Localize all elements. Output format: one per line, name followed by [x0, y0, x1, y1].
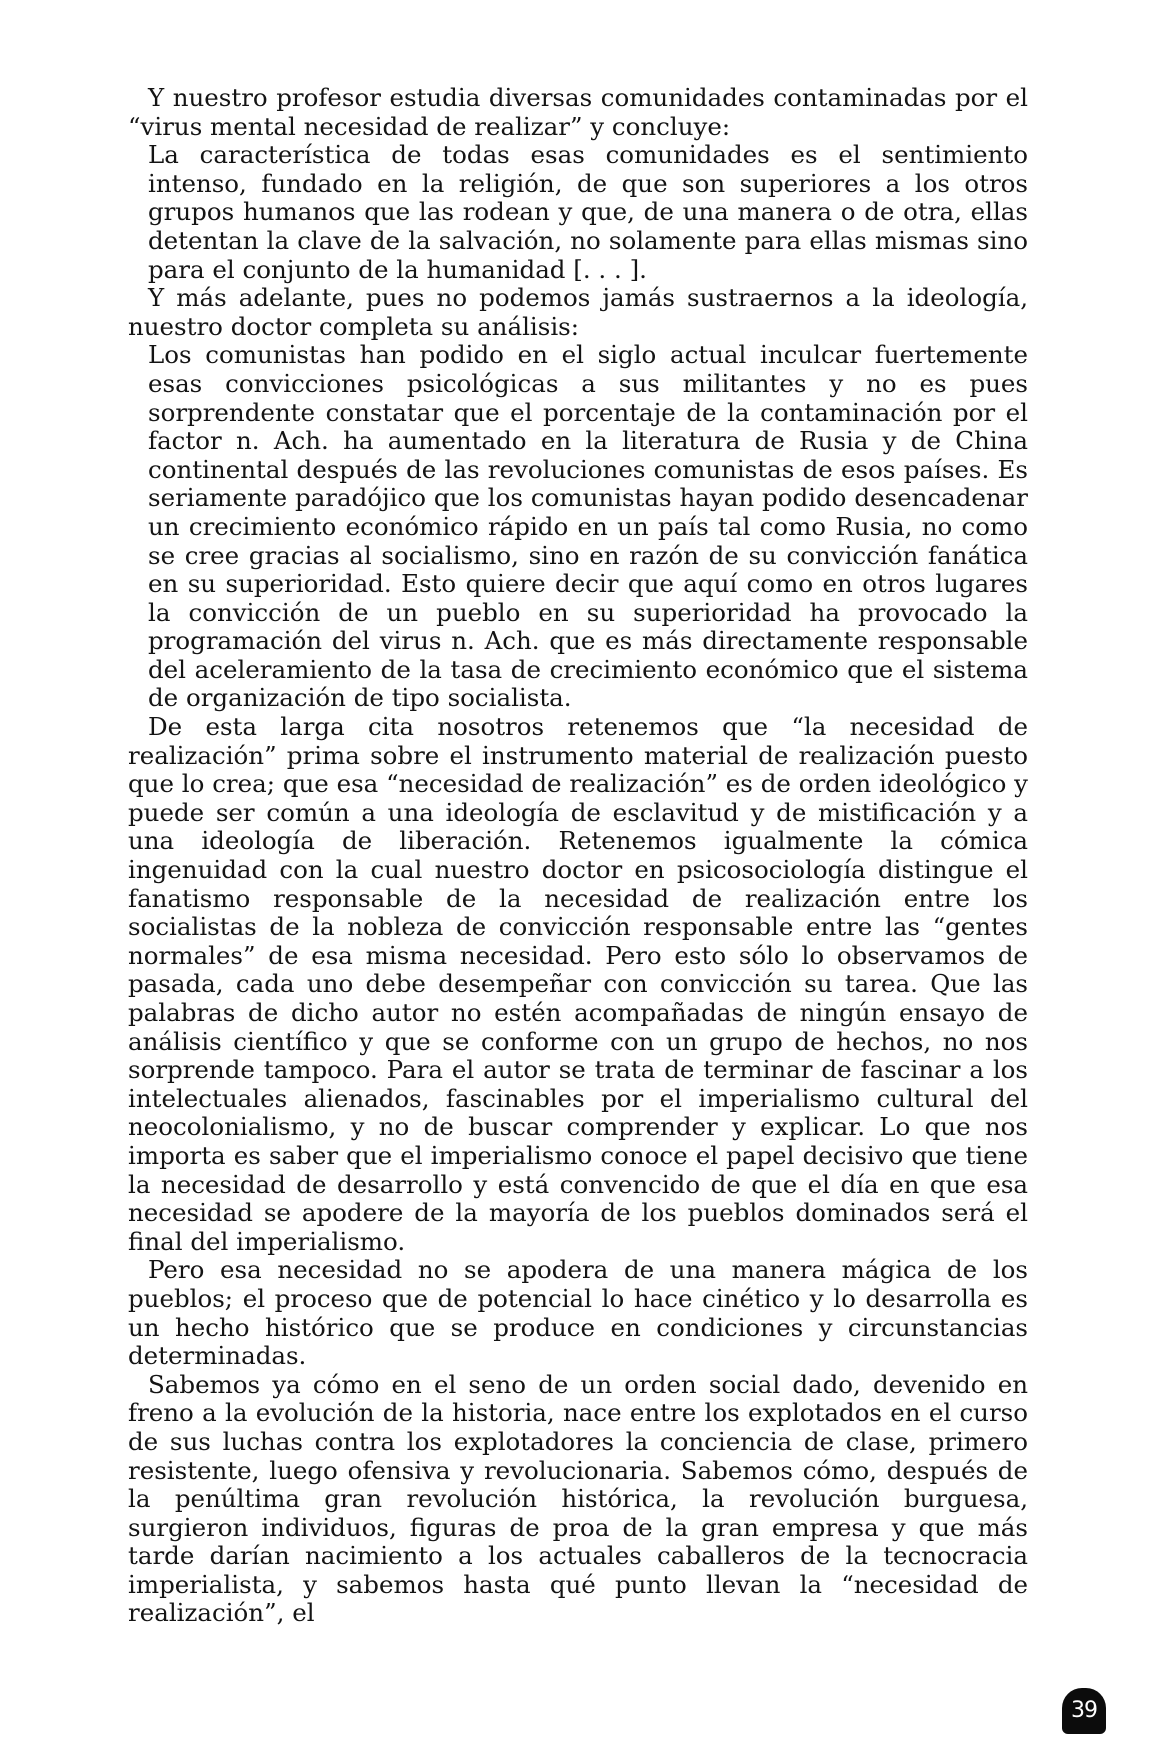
- paragraph: Y más adelante, pues no podemos jamás sustraernos a la ideología, nuestro doctor completa su análisis:: [128, 283, 1028, 341]
- paragraph: Y nuestro profesor estudia diversas comunidades contaminadas por el “virus mental necesidad de realizar” y concluye:: [128, 83, 1028, 141]
- block-quote: Los comunistas han podido en el siglo actual inculcar fuertemente esas convicciones psicológicas a sus militantes y no es pues sorprendente constatar que el porcentaje de la contaminación por el factor n. Ach. ha aumentado en la literatura de Rusia y de China continental después de las revoluciones comunistas de esos países. Es seriamente paradójico que los comunistas hayan podido desencadenar un crecimiento económico rápido en un país tal como Rusia, no como se cree gracias al socialismo, sino en razón de su convicción fanática en su superioridad. Esto quiere decir que aquí como en otros lugares la convicción de un pueblo en su superioridad ha provocado la programación del virus n. Ach. que es más directamente responsable del aceleramiento de la tasa de crecimiento económico que el sistema de organización de tipo socialista.: [148, 340, 1028, 713]
- block-quote: La característica de todas esas comunidades es el sentimiento intenso, fundado en la religión, de que son superiores a los otros grupos humanos que las rodean y que, de una manera o de otra, ellas detentan la clave de la salvación, no solamente para ellas mismas sino para el conjunto de la humanidad [. . . ].: [148, 140, 1028, 284]
- paragraph: De esta larga cita nosotros retenemos que “la necesidad de realización” prima sobre el instrumento material de realización puesto que lo crea; que esa “necesidad de realización” es de orden ideológico y puede ser común a una ideología de esclavitud y de mistificación y a una ideología de liberación. Retenemos igualmente la cómica ingenuidad con la cual nuestro doctor en psicosociología distingue el fanatismo responsable de la necesidad de realización entre los socialistas de la nobleza de convicción responsable entre las “gentes normales” de esa misma necesidad. Pero esto sólo lo observamos de pasada, cada uno debe desempeñar con convicción su tarea. Que las palabras de dicho autor no estén acompañadas de ningún ensayo de análisis científico y que se conforme con un grupo de hechos, no nos sorprende tampoco. Para el autor se trata de terminar de fascinar a los intelectuales alienados, fascinables por el imperialismo cultural del neocolonialismo, y no de buscar comprender y explicar. Lo que nos importa es saber que el imperialismo conoce el papel decisivo que tiene la necesidad de desarrollo y está convencido de que el día en que esa necesidad se apodere de la mayoría de los pueblos dominados será el final del imperialismo.: [128, 712, 1028, 1256]
- paragraph: Pero esa necesidad no se apodera de una manera mágica de los pueblos; el proceso que de potencial lo hace cinético y lo desarrolla es un hecho histórico que se produce en condiciones y circunstancias determinadas.: [128, 1255, 1028, 1371]
- page-body: [128, 84, 1028, 1628]
- page-number-badge: 39: [1062, 1688, 1106, 1734]
- paragraph: Sabemos ya cómo en el seno de un orden social dado, devenido en freno a la evolución de la historia, nace entre los explotados en el curso de sus luchas contra los explotadores la conciencia de clase, primero resistente, luego ofensiva y revolucionaria. Sabemos cómo, después de la penúltima gran revolución histórica, la revolución burguesa, surgieron individuos, figuras de proa de la gran empresa y que más tarde darían nacimiento a los actuales caballeros de la tecnocracia imperialista, y sabemos hasta qué punto llevan la “necesidad de realización”, el: [128, 1369, 1028, 1628]
